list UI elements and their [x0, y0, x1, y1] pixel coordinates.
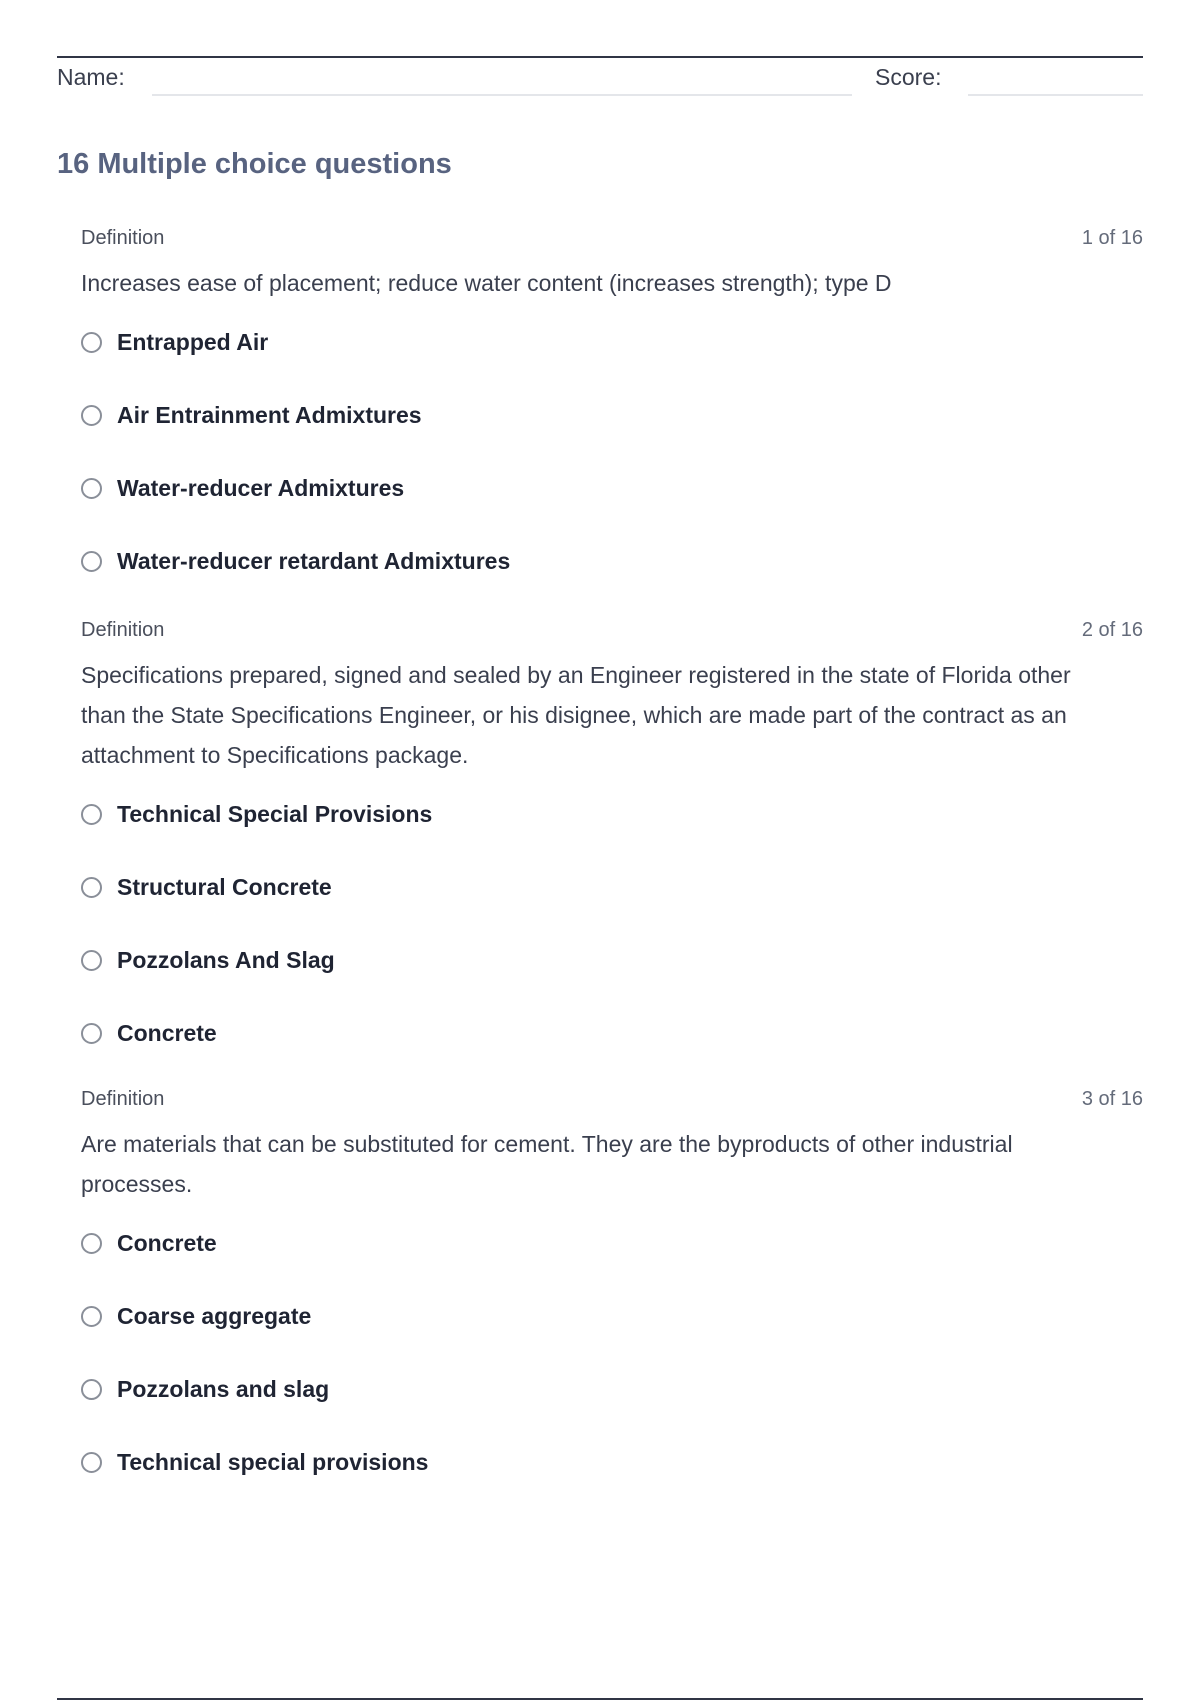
- answer-option[interactable]: [81, 1008, 1143, 1081]
- name-field[interactable]: [152, 94, 852, 96]
- question-type-label: Definition: [81, 619, 165, 641]
- question-type-label: Definition: [81, 227, 165, 249]
- answer-options: [81, 789, 1143, 1081]
- answer-option[interactable]: [81, 536, 1143, 609]
- question-prompt: Specifications prepared, signed and sealed by an Engineer registered in the state of Florida other than the State Specifications Engineer, or his disignee, which are made part of the contract as an attachment to Specifications package.: [81, 662, 1071, 768]
- name-label: Name:: [57, 64, 125, 90]
- answer-option[interactable]: [81, 862, 1143, 935]
- radio-button-icon[interactable]: [81, 405, 102, 426]
- question-header: [81, 1086, 1143, 1116]
- radio-button-icon[interactable]: [81, 1233, 102, 1254]
- answer-option-label: Air Entrainment Admixtures: [117, 402, 422, 428]
- question-counter: 2 of 16: [1081, 619, 1143, 641]
- radio-button-icon[interactable]: [81, 551, 102, 572]
- radio-button-icon[interactable]: [81, 478, 102, 499]
- answer-option-label: Structural Concrete: [117, 874, 332, 900]
- answer-option-label: Technical Special Provisions: [117, 801, 433, 827]
- question-3: [81, 1086, 1143, 1510]
- radio-button-icon[interactable]: [81, 877, 102, 898]
- page-title: 16 Multiple choice questions: [57, 148, 452, 180]
- radio-button-icon[interactable]: [81, 1379, 102, 1400]
- question-2: [81, 617, 1143, 1081]
- answer-option[interactable]: [81, 1291, 1143, 1364]
- radio-button-icon[interactable]: [81, 1023, 102, 1044]
- question-counter: 3 of 16: [1081, 1088, 1143, 1110]
- question-prompt: Are materials that can be substituted for cement. They are the byproducts of other industrial processes.: [81, 1131, 1013, 1197]
- name-score-row: [57, 62, 1143, 98]
- question-1: [81, 225, 1143, 609]
- answer-option-label: Technical special provisions: [117, 1449, 429, 1475]
- score-field[interactable]: [968, 94, 1143, 96]
- question-header: [81, 617, 1143, 647]
- answer-option[interactable]: [81, 1218, 1143, 1291]
- radio-button-icon[interactable]: [81, 804, 102, 825]
- answer-option[interactable]: [81, 1364, 1143, 1437]
- answer-option[interactable]: [81, 1437, 1143, 1510]
- answer-option[interactable]: [81, 463, 1143, 536]
- answer-option-label: Coarse aggregate: [117, 1303, 312, 1329]
- top-divider: [57, 56, 1143, 58]
- answer-option-label: Water-reducer Admixtures: [117, 475, 405, 501]
- answer-options: [81, 1218, 1143, 1510]
- answer-option[interactable]: [81, 789, 1143, 862]
- answer-option-label: Concrete: [117, 1230, 217, 1256]
- answer-option[interactable]: [81, 935, 1143, 1008]
- answer-option-label: Entrapped Air: [117, 329, 269, 355]
- answer-option-label: Pozzolans And Slag: [117, 947, 335, 973]
- question-type-label: Definition: [81, 1088, 165, 1110]
- answer-options: [81, 317, 1143, 609]
- answer-option-label: Concrete: [117, 1020, 217, 1046]
- question-counter: 1 of 16: [1081, 227, 1143, 249]
- answer-option-label: Water-reducer retardant Admixtures: [117, 548, 511, 574]
- radio-button-icon[interactable]: [81, 1452, 102, 1473]
- radio-button-icon[interactable]: [81, 332, 102, 353]
- answer-option[interactable]: [81, 390, 1143, 463]
- radio-button-icon[interactable]: [81, 950, 102, 971]
- answer-option-label: Pozzolans and slag: [117, 1376, 330, 1402]
- radio-button-icon[interactable]: [81, 1306, 102, 1327]
- question-header: [81, 225, 1143, 255]
- question-prompt: Increases ease of placement; reduce water content (increases strength); type D: [81, 270, 892, 296]
- answer-option[interactable]: [81, 317, 1143, 390]
- score-label: Score:: [875, 64, 942, 90]
